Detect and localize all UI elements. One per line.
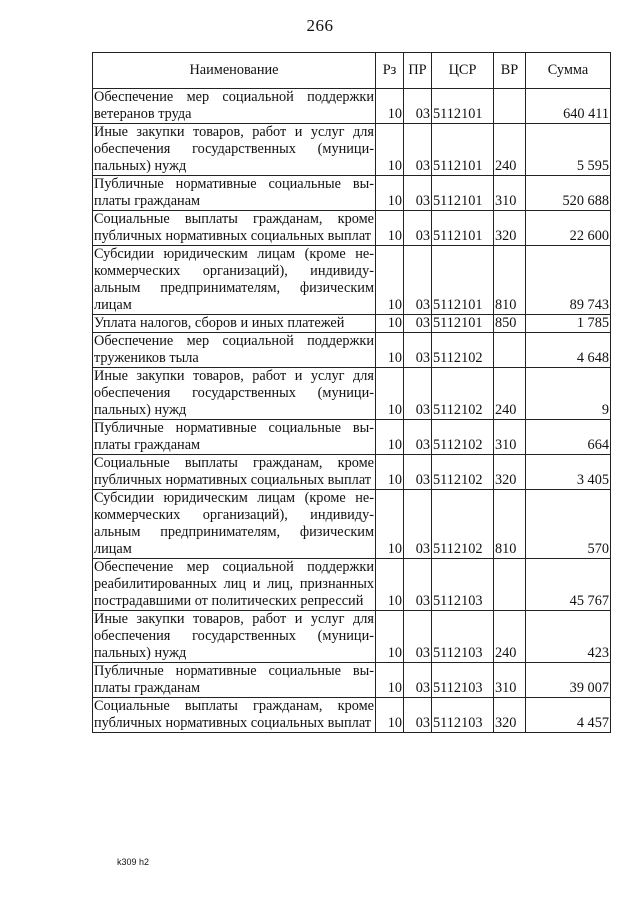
table-row [93,663,611,698]
row-vr: 310 [494,420,526,455]
row-name: Субсидии юридическим лицам (кроме некоммерческих организаций), индивидуальным предпринимателям, физическим лицам [94,246,374,313]
row-vr: 240 [494,368,526,420]
row-rz: 10 [376,246,404,315]
row-name: Обеспечение мер социальной поддержки реабилитированных лиц и лиц, признанных пострадавшими от политических репрессий [94,559,374,609]
row-pr: 03 [404,420,432,455]
row-pr: 03 [404,315,432,333]
header-csr: ЦСР [432,53,494,89]
row-vr [494,333,526,368]
row-name: Социальные выплаты гражданам, кроме публичных нормативных социальных выплат [94,455,374,488]
row-csr: 5112101 [432,176,494,211]
table-row [93,368,611,420]
row-vr: 240 [494,124,526,176]
row-rz: 10 [376,663,404,698]
page-number: 266 [306,16,334,35]
row-csr: 5112103 [432,698,494,733]
table-row [93,211,611,246]
row-pr: 03 [404,663,432,698]
row-pr: 03 [404,490,432,559]
row-vr: 320 [494,455,526,490]
row-pr: 03 [404,333,432,368]
row-sum: 423 [526,611,611,663]
header-name: Наименование [93,53,376,89]
row-csr: 5112103 [432,559,494,611]
row-sum: 4 648 [526,333,611,368]
row-rz: 10 [376,490,404,559]
row-name: Социальные выплаты гражданам, кроме публичных нормативных социальных выплат [94,211,374,244]
table-row [93,246,611,315]
row-sum: 570 [526,490,611,559]
row-pr: 03 [404,246,432,315]
row-sum: 22 600 [526,211,611,246]
row-sum: 45 767 [526,559,611,611]
row-name: Публичные нормативные социальные выплаты гражданам [94,420,374,453]
row-csr: 5112103 [432,663,494,698]
row-csr: 5112102 [432,490,494,559]
row-pr: 03 [404,455,432,490]
row-rz: 10 [376,368,404,420]
table-row [93,89,611,124]
row-name: Иные закупки товаров, работ и услуг для обеспечения государственных (муниципальных) нужд [94,124,374,174]
row-vr [494,559,526,611]
header-sum: Сумма [526,53,611,89]
row-pr: 03 [404,89,432,124]
table-row [93,315,611,333]
row-csr: 5112103 [432,611,494,663]
budget-table [92,52,611,733]
table-row [93,420,611,455]
row-vr: 310 [494,663,526,698]
row-rz: 10 [376,333,404,368]
row-sum: 89 743 [526,246,611,315]
row-pr: 03 [404,211,432,246]
row-rz: 10 [376,455,404,490]
row-csr: 5112102 [432,455,494,490]
row-rz: 10 [376,89,404,124]
header-pr: ПР [404,53,432,89]
row-csr: 5112101 [432,89,494,124]
row-sum: 4 457 [526,698,611,733]
row-name: Обеспечение мер социальной поддержки ветеранов труда [94,89,374,122]
header-vr: ВР [494,53,526,89]
header-rz: Рз [376,53,404,89]
row-vr [494,89,526,124]
row-pr: 03 [404,559,432,611]
row-pr: 03 [404,698,432,733]
row-name: Публичные нормативные социальные выплаты гражданам [94,176,374,209]
row-rz: 10 [376,698,404,733]
row-rz: 10 [376,559,404,611]
table-row [93,559,611,611]
row-csr: 5112101 [432,315,494,333]
row-rz: 10 [376,315,404,333]
row-vr: 810 [494,490,526,559]
row-csr: 5112102 [432,333,494,368]
row-vr: 810 [494,246,526,315]
table-row [93,698,611,733]
row-pr: 03 [404,611,432,663]
row-name: Публичные нормативные социальные выплаты гражданам [94,663,374,696]
row-sum: 3 405 [526,455,611,490]
row-csr: 5112102 [432,420,494,455]
row-csr: 5112101 [432,124,494,176]
table-row [93,490,611,559]
row-vr: 320 [494,698,526,733]
row-vr: 310 [494,176,526,211]
row-sum: 520 688 [526,176,611,211]
row-name: Иные закупки товаров, работ и услуг для обеспечения государственных (муниципальных) нужд [94,368,374,418]
row-csr: 5112101 [432,246,494,315]
row-sum: 5 595 [526,124,611,176]
row-name: Уплата налогов, сборов и иных платежей [93,315,376,333]
row-sum: 640 411 [526,89,611,124]
table-row [93,124,611,176]
row-rz: 10 [376,611,404,663]
row-name: Обеспечение мер социальной поддержки тружеников тыла [94,333,374,366]
row-pr: 03 [404,368,432,420]
row-sum: 664 [526,420,611,455]
row-pr: 03 [404,124,432,176]
row-sum: 1 785 [526,315,611,333]
table-header-row [93,53,611,89]
table-row [93,333,611,368]
row-sum: 39 007 [526,663,611,698]
row-sum: 9 [526,368,611,420]
row-name: Субсидии юридическим лицам (кроме некоммерческих организаций), индивидуальным предпринимателям, физическим лицам [94,490,374,557]
table-row [93,455,611,490]
row-rz: 10 [376,420,404,455]
footer-code: k309 h2 [117,857,150,867]
row-csr: 5112102 [432,368,494,420]
table-row [93,176,611,211]
row-rz: 10 [376,211,404,246]
row-csr: 5112101 [432,211,494,246]
row-vr: 240 [494,611,526,663]
row-name: Иные закупки товаров, работ и услуг для обеспечения государственных (муниципальных) нужд [94,611,374,661]
row-name: Социальные выплаты гражданам, кроме публичных нормативных социальных выплат [94,698,374,731]
row-vr: 320 [494,211,526,246]
table-row [93,611,611,663]
row-rz: 10 [376,124,404,176]
row-vr: 850 [494,315,526,333]
row-rz: 10 [376,176,404,211]
row-pr: 03 [404,176,432,211]
